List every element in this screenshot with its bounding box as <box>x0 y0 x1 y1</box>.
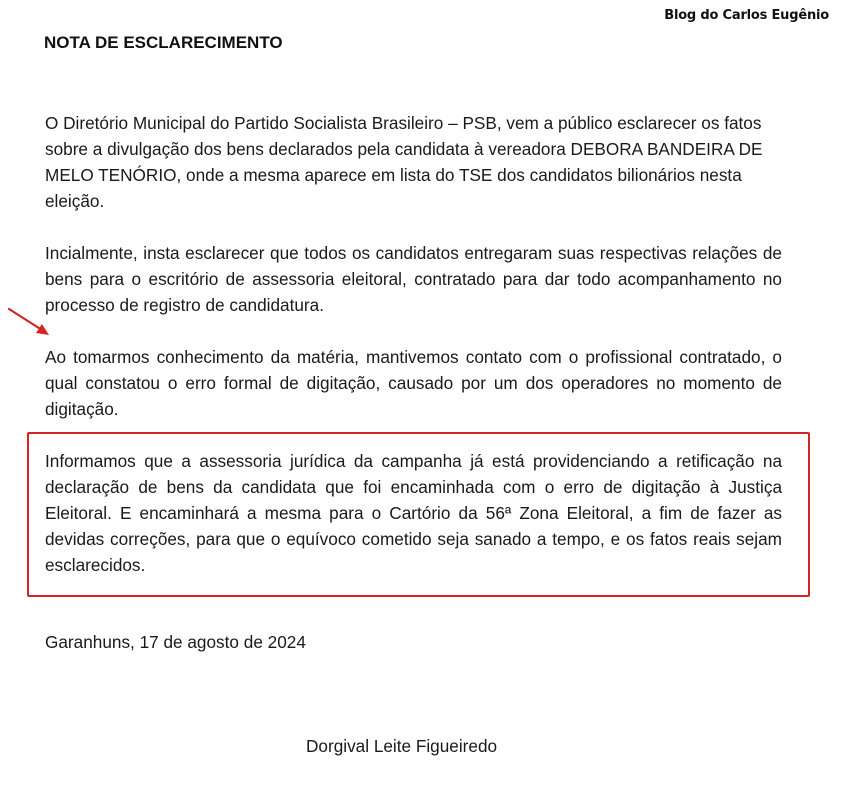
blog-watermark: Blog do Carlos Eugênio <box>664 8 829 23</box>
paragraph-error-found: Ao tomarmos conhecimento da matéria, mantivemos contato com o profissional contratado, o qual constatou o erro formal de digitação, causado por um dos operadores no momento de digitação. <box>45 347 782 419</box>
location-date: Garanhuns, 17 de agosto de 2024 <box>45 632 306 652</box>
paragraph-correction: Informamos que a assessoria jurídica da campanha já está providenciando a retificação na declaração de bens da candidata que foi encaminhada com o erro de digitação à Justiça Eleitoral. E encaminhará a mesma para o Cartório da 56ª Zona Eleitoral, a fim de fazer as devidas correções, para que o equívoco cometido seja sanado a tempo, e os fatos reais sejam esclarecidos. <box>45 451 782 575</box>
paragraph-intro: O Diretório Municipal do Partido Socialista Brasileiro – PSB, vem a público esclarecer os fatos sobre a divulgação dos bens declarados pela candidata à vereadora DEBORA BANDEIRA DE MELO TENÓRIO, onde a mesma aparece em lista do TSE dos candidatos bilionários nesta eleição. <box>45 113 763 211</box>
document-title: NOTA DE ESCLARECIMENTO <box>44 33 283 52</box>
red-arrow-icon <box>6 306 52 338</box>
paragraph-initial-clarification: Incialmente, insta esclarecer que todos os candidatos entregaram suas respectivas relações de bens para o escritório de assessoria eleitoral, contratado para dar todo acompanhamento no processo de registro de candidatura. <box>45 243 782 315</box>
signature-name: Dorgival Leite Figueiredo <box>306 736 498 756</box>
